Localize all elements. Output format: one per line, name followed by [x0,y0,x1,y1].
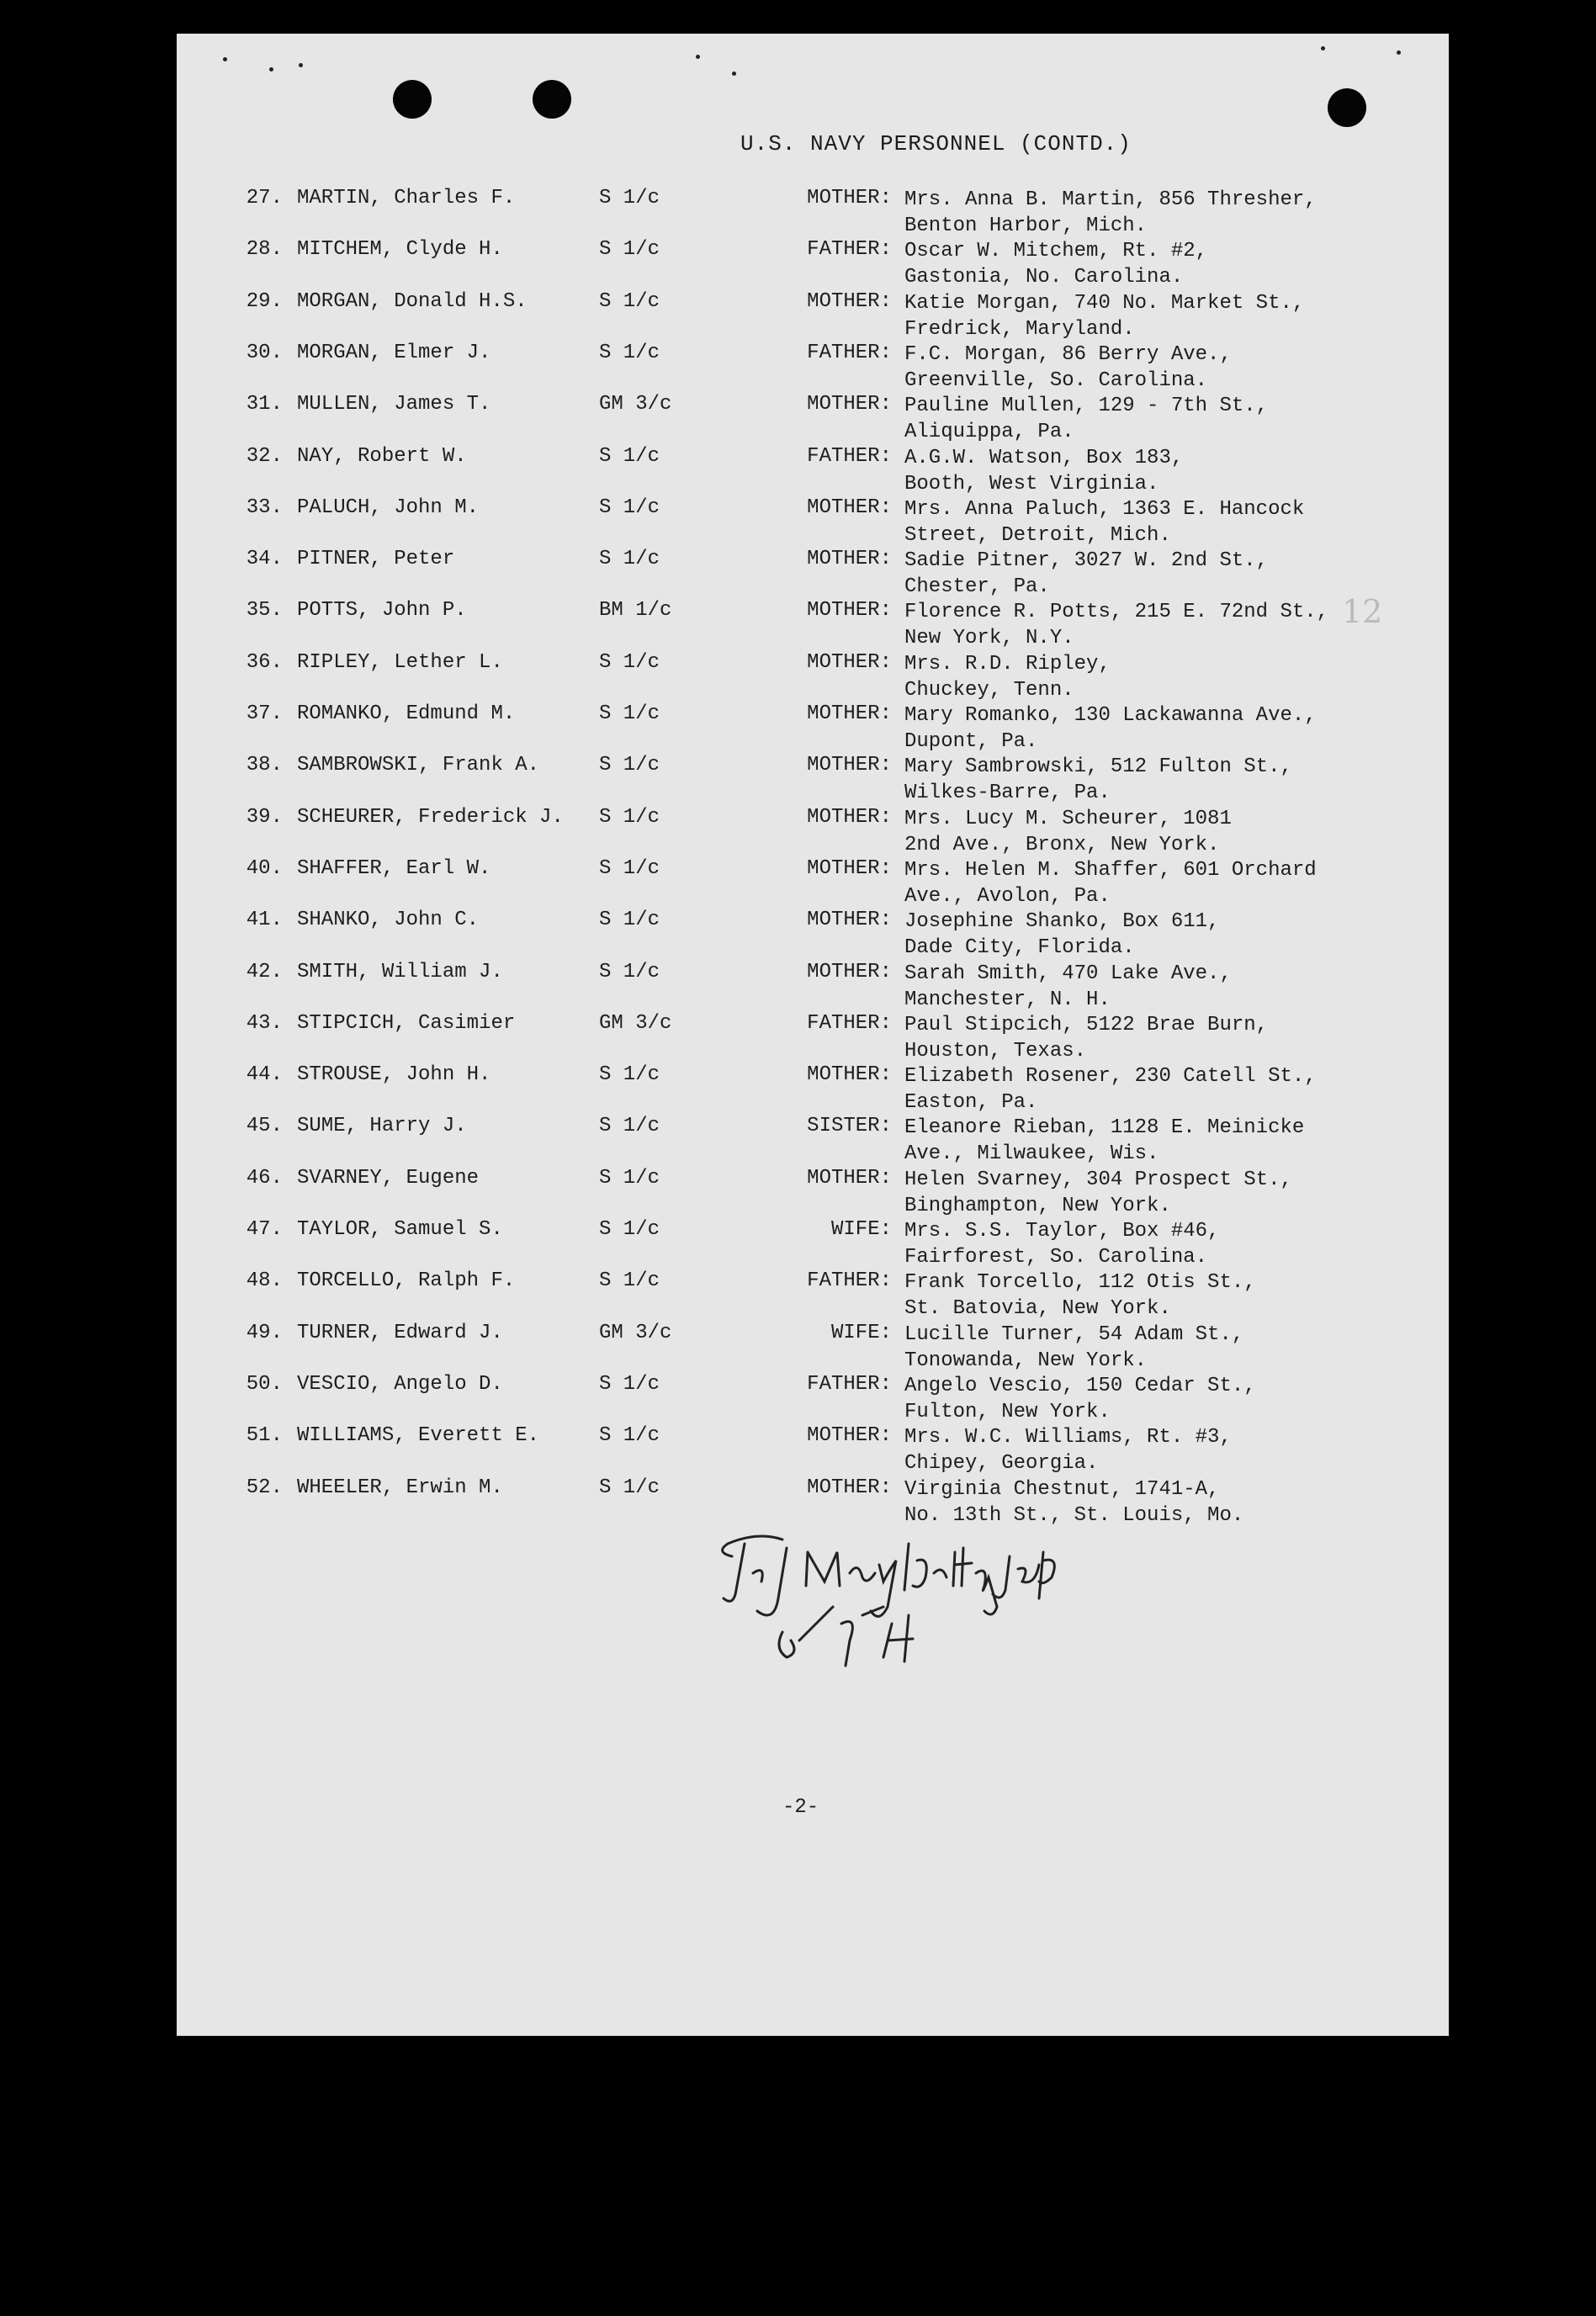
list-item [177,1424,1449,1476]
next-of-kin-address: Virginia Chestnut, 1741-A, No. 13th St., St. Louis, Mo. [904,1477,1244,1527]
rating: BM 1/c [599,599,672,623]
rating: S 1/c [599,1372,660,1396]
list-item [177,857,1449,909]
entry-number: 30. [246,341,283,364]
signature [707,1514,1144,1683]
entry-number: 33. [246,496,283,519]
entry-number: 40. [246,856,283,880]
entry-number: 51. [246,1424,283,1448]
sailor-name: TORCELLO, Ralph F. [297,1269,516,1293]
sailor-name: VESCIO, Angelo D. [297,1372,503,1396]
rating: S 1/c [599,1476,660,1499]
speck [269,67,273,72]
sailor-name: SHANKO, John C. [297,909,480,932]
list-item [177,496,1449,549]
rating: S 1/c [599,960,660,983]
sailor-name: ROMANKO, Edmund M. [297,702,516,725]
rating: S 1/c [599,805,660,829]
margin-page-number: 12 [1342,593,1383,630]
relation: SISTER: [807,1115,892,1138]
entry-number: 47. [246,1218,283,1241]
next-of-kin-address: Lucille Turner, 54 Adam St., Tonowanda, New York. [904,1322,1244,1372]
rating: S 1/c [599,341,660,364]
entry-number: 46. [246,1166,283,1190]
relation: MOTHER: [807,187,892,209]
next-of-kin-address: F.C. Morgan, 86 Berry Ave., Greenville, So. Carolina. [904,342,1232,392]
list-item [177,806,1449,858]
entry-number: 27. [246,187,283,209]
entry-number: 38. [246,754,283,777]
sailor-name: TAYLOR, Samuel S. [297,1218,503,1241]
list-item [177,702,1449,755]
next-of-kin-address: Mrs. R.D. Ripley, Chuckey, Tenn. [904,652,1111,702]
entry-number: 39. [246,805,283,829]
next-of-kin-address: A.G.W. Watson, Box 183, Booth, West Virginia. [904,446,1184,496]
relation: MOTHER: [807,960,892,983]
sailor-name: SHAFFER, Earl W. [297,856,491,880]
next-of-kin-address: Eleanore Rieban, 1128 E. Meinicke Ave., Milwaukee, Wis. [904,1116,1305,1166]
punch-hole-left [393,80,432,119]
list-item [177,1218,1449,1270]
punch-hole-right [1328,88,1366,127]
relation: FATHER: [807,444,892,468]
entry-number: 45. [246,1115,283,1138]
sailor-name: MORGAN, Donald H.S. [297,289,528,313]
entry-number: 41. [246,909,283,932]
list-item [177,1322,1449,1374]
sailor-name: MITCHEM, Clyde H. [297,238,503,262]
sailor-name: WHEELER, Erwin M. [297,1476,503,1499]
entry-number: 36. [246,650,283,674]
sailor-name: SVARNEY, Eugene [297,1166,480,1190]
rating: S 1/c [599,1115,660,1138]
list-item [177,393,1449,445]
rating: S 1/c [599,650,660,674]
relation: MOTHER: [807,548,892,571]
relation: WIFE: [830,1218,892,1241]
rating: S 1/c [599,1166,660,1190]
next-of-kin-address: Mary Sambrowski, 512 Fulton St., Wilkes-Barre, Pa. [904,755,1292,805]
rating: S 1/c [599,1269,660,1293]
list-item [177,1115,1449,1167]
next-of-kin-address: Frank Torcello, 112 Otis St., St. Batovia, New York. [904,1271,1256,1321]
next-of-kin-address: Paul Stipcich, 5122 Brae Burn, Houston, Texas. [904,1013,1269,1063]
next-of-kin-address: Mrs. W.C. Williams, Rt. #3, Chipey, Georgia. [904,1426,1232,1476]
sailor-name: MULLEN, James T. [297,393,491,416]
next-of-kin-address: Angelo Vescio, 150 Cedar St., Fulton, New York. [904,1374,1256,1423]
list-item [177,187,1449,239]
list-item [177,961,1449,1013]
list-item [177,342,1449,394]
rating: S 1/c [599,187,660,209]
entry-number: 34. [246,548,283,571]
next-of-kin-address: Elizabeth Rosener, 230 Catell St., Easton, Pa. [904,1065,1317,1115]
sailor-name: SMITH, William J. [297,960,503,983]
list-item [177,909,1449,961]
next-of-kin-address: Sadie Pitner, 3027 W. 2nd St., Chester, Pa. [904,549,1269,599]
rating: S 1/c [599,754,660,777]
rating: S 1/c [599,702,660,725]
entry-number: 52. [246,1476,283,1499]
next-of-kin-address: Mary Romanko, 130 Lackawanna Ave., Dupont, Pa. [904,704,1317,753]
rating: S 1/c [599,909,660,932]
rating: S 1/c [599,444,660,468]
speck [299,63,303,67]
sailor-name: POTTS, John P. [297,599,467,623]
speck [732,72,736,76]
sailor-name: SUME, Harry J. [297,1115,467,1138]
relation: MOTHER: [807,1166,892,1190]
list-item [177,1269,1449,1322]
list-item [177,290,1449,342]
relation: MOTHER: [807,393,892,416]
next-of-kin-address: Oscar W. Mitchem, Rt. #2, Gastonia, No. Carolina. [904,240,1208,289]
next-of-kin-address: Sarah Smith, 470 Lake Ave., Manchester, N. H. [904,962,1232,1011]
list-item [177,1167,1449,1219]
list-item [177,1373,1449,1425]
rating: S 1/c [599,548,660,571]
next-of-kin-address: Josephine Shanko, Box 611, Dade City, Florida. [904,910,1220,960]
next-of-kin-address: Florence R. Potts, 215 E. 72nd St., New York, N.Y. [904,601,1329,650]
relation: FATHER: [807,1269,892,1293]
rating: GM 3/c [599,393,672,416]
relation: MOTHER: [807,702,892,725]
next-of-kin-address: Mrs. Anna Paluch, 1363 E. Hancock Street, Detroit, Mich. [904,497,1305,547]
rating: S 1/c [599,496,660,519]
rating: GM 3/c [599,1321,672,1344]
relation: MOTHER: [807,496,892,519]
list-item [177,238,1449,290]
page-number: -2- [782,1796,819,1819]
speck [1321,46,1325,50]
entry-number: 31. [246,393,283,416]
relation: MOTHER: [807,599,892,623]
entry-number: 44. [246,1063,283,1087]
entry-number: 50. [246,1372,283,1396]
list-item [177,445,1449,497]
next-of-kin-address: Katie Morgan, 740 No. Market St., Fredrick, Maryland. [904,291,1305,341]
speck [223,57,227,61]
sailor-name: MARTIN, Charles F. [297,187,516,209]
speck [1397,50,1401,55]
rating: S 1/c [599,289,660,313]
sailor-name: TURNER, Edward J. [297,1321,503,1344]
rating: S 1/c [599,856,660,880]
relation: FATHER: [807,1011,892,1035]
next-of-kin-address: Pauline Mullen, 129 - 7th St., Aliquippa, Pa. [904,395,1269,444]
next-of-kin-address: Mrs. S.S. Taylor, Box #46, Fairforest, So. Carolina. [904,1220,1220,1269]
list-item [177,754,1449,806]
sailor-name: MORGAN, Elmer J. [297,341,491,364]
entry-number: 32. [246,444,283,468]
list-item [177,1063,1449,1116]
rating: S 1/c [599,1218,660,1241]
entry-number: 29. [246,289,283,313]
sailor-name: SCHEURER, Frederick J. [297,805,564,829]
sailor-name: PALUCH, John M. [297,496,480,519]
sailor-name: NAY, Robert W. [297,444,467,468]
entry-number: 37. [246,702,283,725]
sailor-name: WILLIAMS, Everett E. [297,1424,540,1448]
relation: MOTHER: [807,1424,892,1448]
sailor-name: PITNER, Peter [297,548,455,571]
sailor-name: STIPCICH, Casimier [297,1011,516,1035]
next-of-kin-address: Mrs. Lucy M. Scheurer, 1081 2nd Ave., Bronx, New York. [904,807,1232,856]
next-of-kin-address: Helen Svarney, 304 Prospect St., Binghampton, New York. [904,1168,1292,1217]
signature-date: 6/9/44 [841,1640,845,1641]
list-item [177,599,1449,651]
punch-hole-center [533,80,571,119]
list-item [177,651,1449,703]
relation: FATHER: [807,341,892,364]
list-item [177,548,1449,600]
relation: MOTHER: [807,1063,892,1087]
page-header: U.S. NAVY PERSONNEL (CONTD.) [740,131,1132,156]
rating: S 1/c [599,238,660,262]
relation: WIFE: [830,1321,892,1344]
document-page [177,34,1449,2036]
relation: MOTHER: [807,650,892,674]
entry-number: 42. [246,960,283,983]
entry-number: 49. [246,1321,283,1344]
relation: FATHER: [807,238,892,262]
relation: MOTHER: [807,1476,892,1499]
entry-number: 43. [246,1011,283,1035]
next-of-kin-address: Mrs. Helen M. Shaffer, 601 Orchard Ave., Avolon, Pa. [904,858,1317,908]
relation: FATHER: [807,1372,892,1396]
rating: S 1/c [599,1063,660,1087]
list-item [177,1012,1449,1064]
relation: MOTHER: [807,909,892,932]
relation: MOTHER: [807,754,892,777]
entry-number: 35. [246,599,283,623]
rating: S 1/c [599,1424,660,1448]
entry-number: 48. [246,1269,283,1293]
sailor-name: SAMBROWSKI, Frank A. [297,754,540,777]
relation: MOTHER: [807,289,892,313]
sailor-name: STROUSE, John H. [297,1063,491,1087]
speck [696,55,700,59]
relation: MOTHER: [807,856,892,880]
next-of-kin-address: Mrs. Anna B. Martin, 856 Thresher, Benton Harbor, Mich. [904,188,1317,237]
relation: MOTHER: [807,805,892,829]
rating: GM 3/c [599,1011,672,1035]
entry-number: 28. [246,238,283,262]
sailor-name: RIPLEY, Lether L. [297,650,503,674]
